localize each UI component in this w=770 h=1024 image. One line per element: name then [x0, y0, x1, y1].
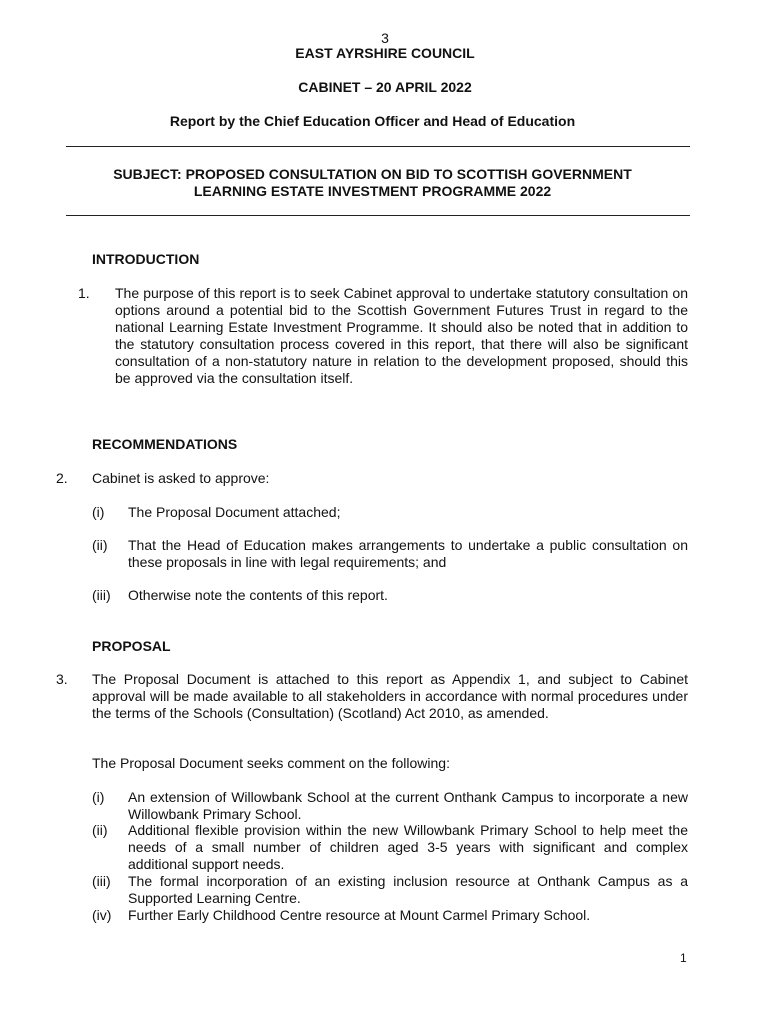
report-by: Report by the Chief Education Officer and Head of Education	[169, 113, 576, 129]
rec-item-marker: (i)	[92, 504, 105, 520]
proposal-item-text: Additional flexible provision within the new Willowbank Primary School to help meet the needs of a small number of children aged 3-5 years with significant and complex additional support needs.	[128, 822, 688, 872]
page-top-number: 3	[381, 30, 389, 46]
meeting-title: CABINET – 20 APRIL 2022	[298, 79, 472, 95]
proposal-item-marker: (iv)	[92, 907, 112, 923]
proposal-lead: The Proposal Document seeks comment on the following:	[92, 755, 450, 771]
rec-item-text: That the Head of Education makes arrangements to undertake a public consultation on these proposals in line with legal requirements; and	[128, 537, 688, 570]
page-number: 1	[680, 951, 687, 965]
divider-top	[66, 146, 690, 147]
proposal-item-text: The formal incorporation of an existing inclusion resource at Onthank Campus as a Supported Learning Centre.	[128, 873, 688, 906]
divider-bottom	[66, 215, 690, 216]
rec-item-marker: (ii)	[92, 537, 108, 553]
proposal-item-marker: (iii)	[92, 873, 111, 889]
subject-line-2: LEARNING ESTATE INVESTMENT PROGRAMME 2022	[193, 183, 552, 199]
proposal-item-marker: (ii)	[92, 822, 108, 838]
recommendations-heading: RECOMMENDATIONS	[92, 436, 238, 452]
paragraph-number-2: 2.	[56, 470, 68, 486]
proposal-paragraph: The Proposal Document is attached to this report as Appendix 1, and subject to Cabinet approval will be made available to all stakeholders in accordance with normal procedures under the terms of the Schools (Consultation) (Scotland) Act 2010, as amended.	[92, 671, 688, 721]
paragraph-number-1: 1.	[78, 285, 90, 301]
council-name: EAST AYRSHIRE COUNCIL	[295, 45, 475, 61]
rec-item-text: Otherwise note the contents of this report.	[128, 587, 388, 603]
proposal-item-text: An extension of Willowbank School at the current Onthank Campus to incorporate a new Willowbank Primary School.	[128, 789, 688, 822]
paragraph-number-3: 3.	[56, 671, 68, 687]
rec-item-marker: (iii)	[92, 587, 111, 603]
recommendations-lead: Cabinet is asked to approve:	[92, 470, 270, 486]
introduction-paragraph: The purpose of this report is to seek Cabinet approval to undertake statutory consultation on options around a potential bid to the Scottish Government Futures Trust in regard to the national Learning Estate Investment Programme. It should also be noted that in addition to the statutory consultation process covered in this report, that there will also be significant consultation of a non-statutory nature in relation to the development proposed, should this be approved via the consultation itself.	[115, 285, 688, 386]
proposal-item-marker: (i)	[92, 789, 105, 805]
subject-line-1: SUBJECT: PROPOSED CONSULTATION ON BID TO SCOTTISH GOVERNMENT	[113, 166, 632, 182]
proposal-heading: PROPOSAL	[92, 638, 171, 654]
rec-item-text: The Proposal Document attached;	[128, 504, 341, 520]
proposal-item-text: Further Early Childhood Centre resource at Mount Carmel Primary School.	[128, 907, 591, 923]
introduction-heading: INTRODUCTION	[92, 251, 200, 267]
